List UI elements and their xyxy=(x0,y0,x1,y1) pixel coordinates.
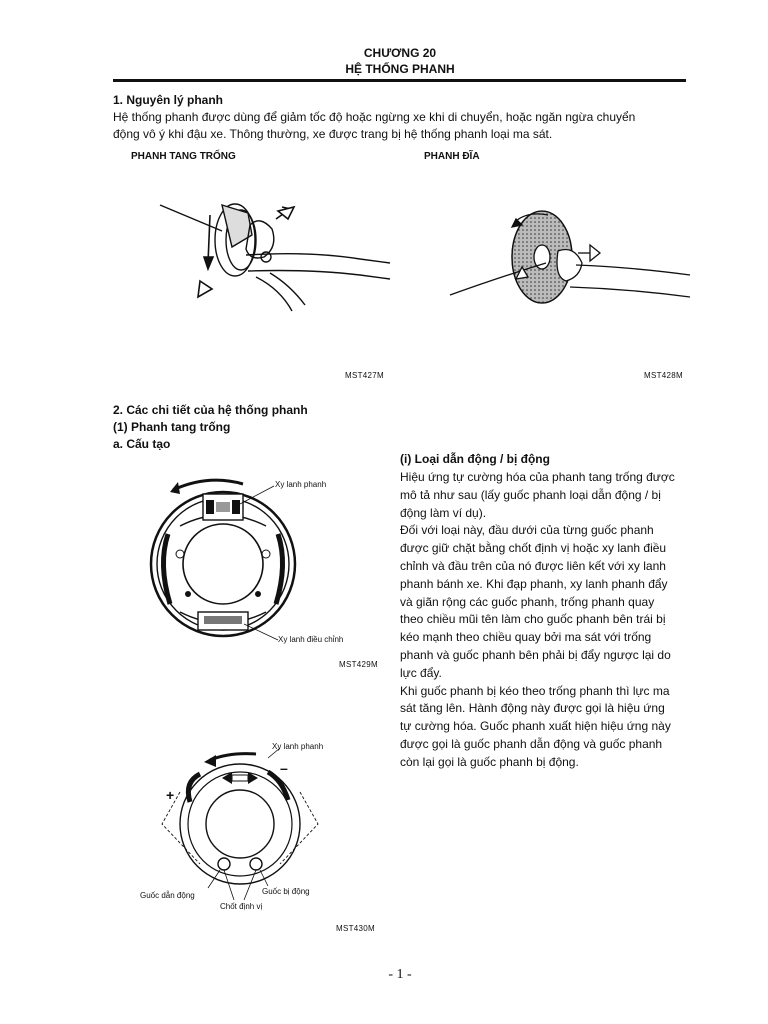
section-2-sub-1: (1) Phanh tang trống xyxy=(113,420,231,434)
plus-sign: + xyxy=(166,787,175,803)
right-line: và giãn rộng các guốc phanh, trống phanh quay xyxy=(400,594,655,609)
right-line: động làm ví dụ). xyxy=(400,505,487,520)
chapter-title: HỆ THỐNG PHANH xyxy=(345,62,455,76)
trailing-shoe-label: Guốc bị động xyxy=(262,887,310,896)
right-line: phanh bánh xe. Khi đạp phanh, xy lanh phanh đẩy xyxy=(400,576,668,591)
section-1-line-2: động vô ý khi đậu xe. Thông thường, xe được trang bị hệ thống phanh loại ma sát. xyxy=(113,127,553,141)
drum-brake-illustration xyxy=(160,185,390,315)
section-1-line-1: Hệ thống phanh được dùng để giảm tốc độ hoặc ngừng xe khi di chuyển, hoặc ngăn ngừa chuyển xyxy=(113,110,636,124)
right-line: mô tả như sau (lấy guốc phanh loại dẫn động / bị xyxy=(400,487,661,502)
right-line: phanh và guốc phanh bên phải bị đẩy ngược lại do xyxy=(400,647,671,662)
right-line: sát tăng lên. Hành động này được gọi là hiệu ứng xyxy=(400,701,665,716)
drum-brake-caption: PHANH TANG TRỐNG xyxy=(131,151,236,162)
disc-brake-caption: PHANH ĐĨA xyxy=(424,151,480,162)
right-line: kéo mạnh theo chiều quay bởi ma sát với trống xyxy=(400,630,652,645)
right-line: Hiệu ứng tự cường hóa của phanh tang trống được xyxy=(400,470,675,484)
chapter-number: CHƯƠNG 20 xyxy=(363,46,437,60)
right-line: Đối với loại này, đầu dưới của từng guốc phanh xyxy=(400,523,654,538)
disc-brake-illustration xyxy=(450,205,690,325)
section-2-sub-2: a. Cấu tạo xyxy=(113,437,171,451)
right-line: lực đẩy. xyxy=(400,665,442,680)
figure-429-code: MST429M xyxy=(339,660,378,669)
right-column-body xyxy=(400,469,700,772)
minus-sign: – xyxy=(280,760,288,776)
section-2-heading: 2. Các chi tiết của hệ thống phanh xyxy=(113,403,308,417)
anchor-pin-label: Chốt định vị xyxy=(220,902,263,911)
figure-430-code: MST430M xyxy=(336,924,375,933)
figure-429-adjuster-label: Xy lanh điều chỉnh xyxy=(278,635,344,644)
figure-430-cylinder-label: Xy lanh phanh xyxy=(272,742,324,751)
right-line: được gọi là guốc phanh dẫn động và guốc phanh xyxy=(400,736,663,751)
header-rule xyxy=(113,79,686,82)
disc-figure-code: MST428M xyxy=(644,371,683,380)
leading-trailing-shoe-diagram xyxy=(160,752,330,902)
figure-429-cylinder-label: Xy lanh phanh xyxy=(275,480,327,489)
drum-figure-code: MST427M xyxy=(345,371,384,380)
right-line: chỉnh và đầu trên của nó được liên kết với xy lanh xyxy=(400,558,666,573)
right-column-heading: (i) Loại dẫn động / bị động xyxy=(400,452,550,466)
right-line: Khi guốc phanh bị kéo theo trống phanh thì lực ma xyxy=(400,683,670,698)
page-number: - 1 - xyxy=(388,967,412,982)
section-1-heading: 1. Nguyên lý phanh xyxy=(113,93,224,107)
drum-brake-assembly-figure xyxy=(148,474,298,644)
right-line: theo chiều mũi tên làm cho guốc phanh bên trái bị xyxy=(400,612,666,627)
right-line: tự cường hóa. Guốc phanh xuất hiện hiệu ứng này xyxy=(400,719,671,734)
right-line: được giữ chặt bằng chốt định vị hoặc xy lanh điều xyxy=(400,541,667,556)
right-line: còn lại gọi là guốc phanh bị động. xyxy=(400,754,579,769)
leading-shoe-label: Guốc dẫn động xyxy=(140,891,195,900)
